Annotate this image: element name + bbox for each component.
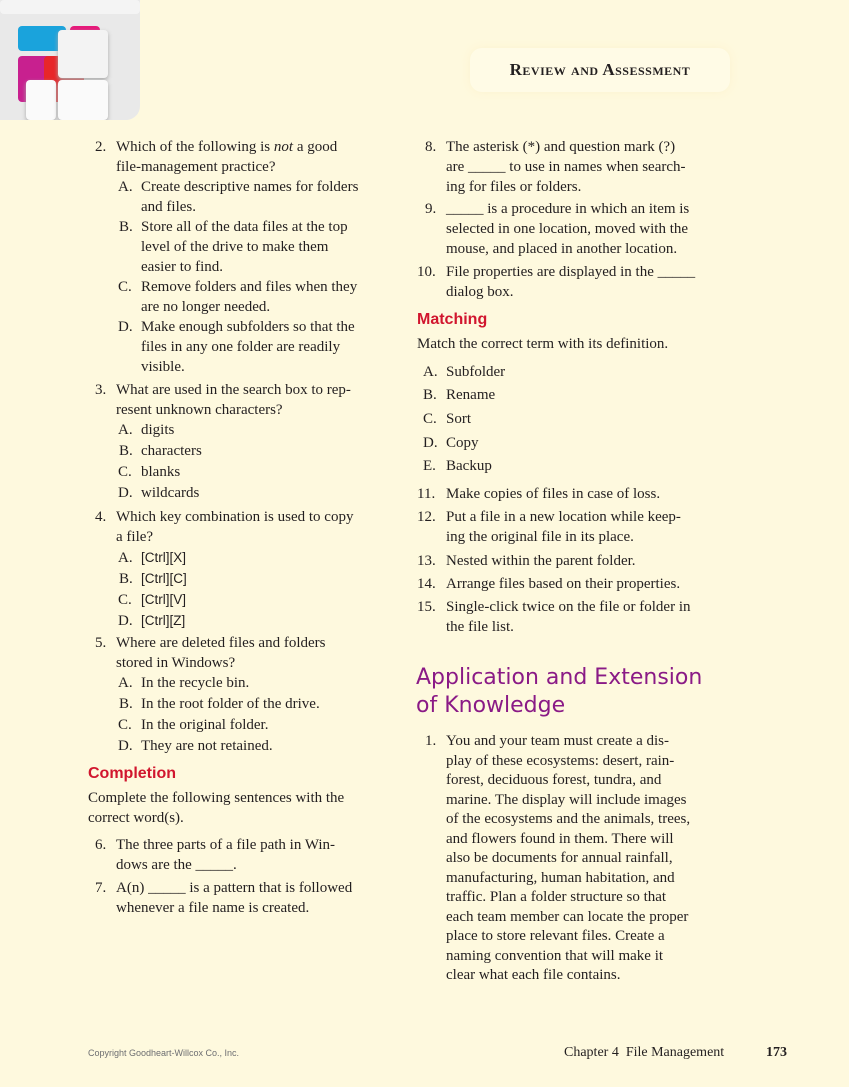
option-letter: D. <box>118 485 133 501</box>
matching-term: Sort <box>446 411 472 427</box>
question-text: mouse, and placed in another location. <box>446 241 678 257</box>
copyright-text: Copyright Goodheart-Willcox Co., Inc. <box>88 1048 240 1058</box>
option-text: characters <box>141 443 202 459</box>
question-text: The asterisk (*) and question mark (?) <box>446 139 676 155</box>
question-number: 15. <box>417 599 436 615</box>
matching-term: Rename <box>446 387 496 403</box>
question-text: File properties are displayed in the _____ <box>446 264 696 280</box>
question-text: You and your team must create a dis- <box>446 733 670 749</box>
question-text: The three parts of a file path in Win- <box>116 837 336 853</box>
question-text: file-management practice? <box>116 159 276 175</box>
option-text: digits <box>141 422 175 438</box>
option-text: files in any one folder are readily <box>141 339 341 355</box>
option-text: They are not retained. <box>141 738 273 754</box>
question-text: of the ecosystems and the animals, trees, <box>446 811 691 827</box>
option-letter: B. <box>119 219 133 235</box>
question-number: 12. <box>417 509 436 525</box>
option-letter: C. <box>118 464 132 480</box>
option-letter: A. <box>118 179 133 195</box>
question-text: manufacturing, human habitation, and <box>446 869 675 886</box>
question-text: whenever a file name is created. <box>116 900 310 916</box>
option-text: visible. <box>141 359 185 375</box>
question-text: marine. The display will include images <box>446 791 687 808</box>
term-letter: C. <box>423 411 437 427</box>
option-letter: D. <box>118 319 133 335</box>
option-text: [Ctrl][V] <box>141 592 187 607</box>
option-text: Store all of the data files at the top <box>141 219 348 235</box>
question-text-part: Which of the following is <box>116 139 274 155</box>
completion-instructions: Complete the following sentences with the <box>88 790 345 806</box>
question-text: each team member can locate the proper <box>446 908 689 925</box>
option-letter: D. <box>118 613 133 629</box>
option-letter: A. <box>118 422 133 438</box>
option-text: wildcards <box>141 485 200 501</box>
question-number: 3. <box>95 382 107 398</box>
question-text: Which key combination is used to copy <box>116 509 354 525</box>
option-text: Create descriptive names for folders <box>141 179 359 195</box>
question-number: 5. <box>95 635 107 651</box>
question-number: 6. <box>95 837 107 853</box>
option-text: and files. <box>141 199 196 215</box>
option-text: In the original folder. <box>141 717 269 733</box>
question-number: 14. <box>417 576 436 592</box>
question-text: a file? <box>116 529 154 545</box>
matching-term: Backup <box>446 458 492 474</box>
matching-term: Copy <box>446 435 479 451</box>
question-text: and flowers found in them. There will <box>446 830 674 847</box>
option-letter: B. <box>119 696 133 712</box>
question-text: play of these ecosystems: desert, rain- <box>446 752 675 769</box>
option-text: [Ctrl][C] <box>141 571 187 586</box>
option-text: level of the drive to make them <box>141 239 329 255</box>
question-number: 4. <box>95 509 107 525</box>
question-number: 9. <box>425 201 437 217</box>
matching-heading: Matching <box>417 311 488 328</box>
option-text: Make enough subfolders so that the <box>141 319 355 335</box>
option-letter: B. <box>119 571 133 587</box>
matching-instructions: Match the correct term with its definition. <box>417 336 669 352</box>
option-text: In the recycle bin. <box>141 675 250 691</box>
question-text: naming convention that will make it <box>446 947 664 964</box>
question-number: 1. <box>425 733 437 749</box>
chapter-logo <box>0 0 140 120</box>
question-text: stored in Windows? <box>116 655 236 671</box>
question-text: also be documents for annual rainfall, <box>446 850 673 866</box>
completion-instructions: correct word(s). <box>88 810 184 826</box>
question-number: 11. <box>417 486 436 502</box>
page-number: 173 <box>766 1045 787 1060</box>
option-text: blanks <box>141 464 181 480</box>
option-text: In the root folder of the drive. <box>141 696 320 712</box>
question-text-part: a good <box>293 139 338 155</box>
option-letter: B. <box>119 443 133 459</box>
matching-term: Subfolder <box>446 364 506 380</box>
option-letter: C. <box>118 279 132 295</box>
term-letter: A. <box>423 364 438 380</box>
option-letter: A. <box>118 550 133 566</box>
question-number: 2. <box>95 139 107 155</box>
option-letter: D. <box>118 738 133 754</box>
question-text: dows are the _____. <box>116 857 237 873</box>
option-text: easier to find. <box>141 259 224 275</box>
section-header: Review and Assessment <box>470 48 730 92</box>
option-letter: A. <box>118 675 133 691</box>
question-text: place to store relevant files. Create a <box>446 928 665 944</box>
question-text: the file list. <box>446 619 514 635</box>
question-text-part: not <box>273 139 294 155</box>
chapter-title: Chapter 4 File Management <box>564 1045 725 1060</box>
question-text: forest, deciduous forest, tundra, and <box>446 772 662 788</box>
question-text: Where are deleted files and folders <box>116 635 326 651</box>
application-heading: Application and Extension <box>416 665 703 690</box>
option-letter: C. <box>118 592 132 608</box>
option-letter: C. <box>118 717 132 733</box>
question-number: 10. <box>417 264 436 280</box>
completion-heading: Completion <box>88 765 176 782</box>
question-number: 8. <box>425 139 437 155</box>
question-text: Arrange files based on their properties. <box>446 576 681 592</box>
question-text: Make copies of files in case of loss. <box>446 486 661 502</box>
question-text: are _____ to use in names when search- <box>446 159 686 175</box>
option-text: Remove folders and files when they <box>141 279 358 295</box>
question-text: Single-click twice on the file or folder in <box>446 599 691 615</box>
question-text: A(n) _____ is a pattern that is followed <box>116 880 353 896</box>
term-letter: D. <box>423 435 438 451</box>
question-text: dialog box. <box>446 284 514 300</box>
option-text: are no longer needed. <box>141 299 271 315</box>
question-text: Put a file in a new location while keep- <box>446 509 681 525</box>
option-text: [Ctrl][X] <box>141 550 187 565</box>
question-number: 7. <box>95 880 107 896</box>
term-letter: E. <box>423 458 436 474</box>
question-text: selected in one location, moved with the <box>446 221 689 237</box>
question-text: _____ is a procedure in which an item is <box>446 201 690 217</box>
question-text <box>116 137 337 157</box>
question-text: What are used in the search box to rep- <box>116 382 351 398</box>
question-text: ing the original file in its place. <box>446 529 634 545</box>
question-text: resent unknown characters? <box>116 402 283 418</box>
question-text: clear what each file contains. <box>446 967 621 983</box>
question-number: 13. <box>417 553 436 569</box>
option-text: [Ctrl][Z] <box>141 613 186 628</box>
question-text: ing for files or folders. <box>446 179 582 195</box>
term-letter: B. <box>423 387 437 403</box>
question-text: Nested within the parent folder. <box>446 553 636 569</box>
question-text: traffic. Plan a folder structure so that <box>446 889 667 905</box>
application-heading: of Knowledge <box>416 693 566 718</box>
